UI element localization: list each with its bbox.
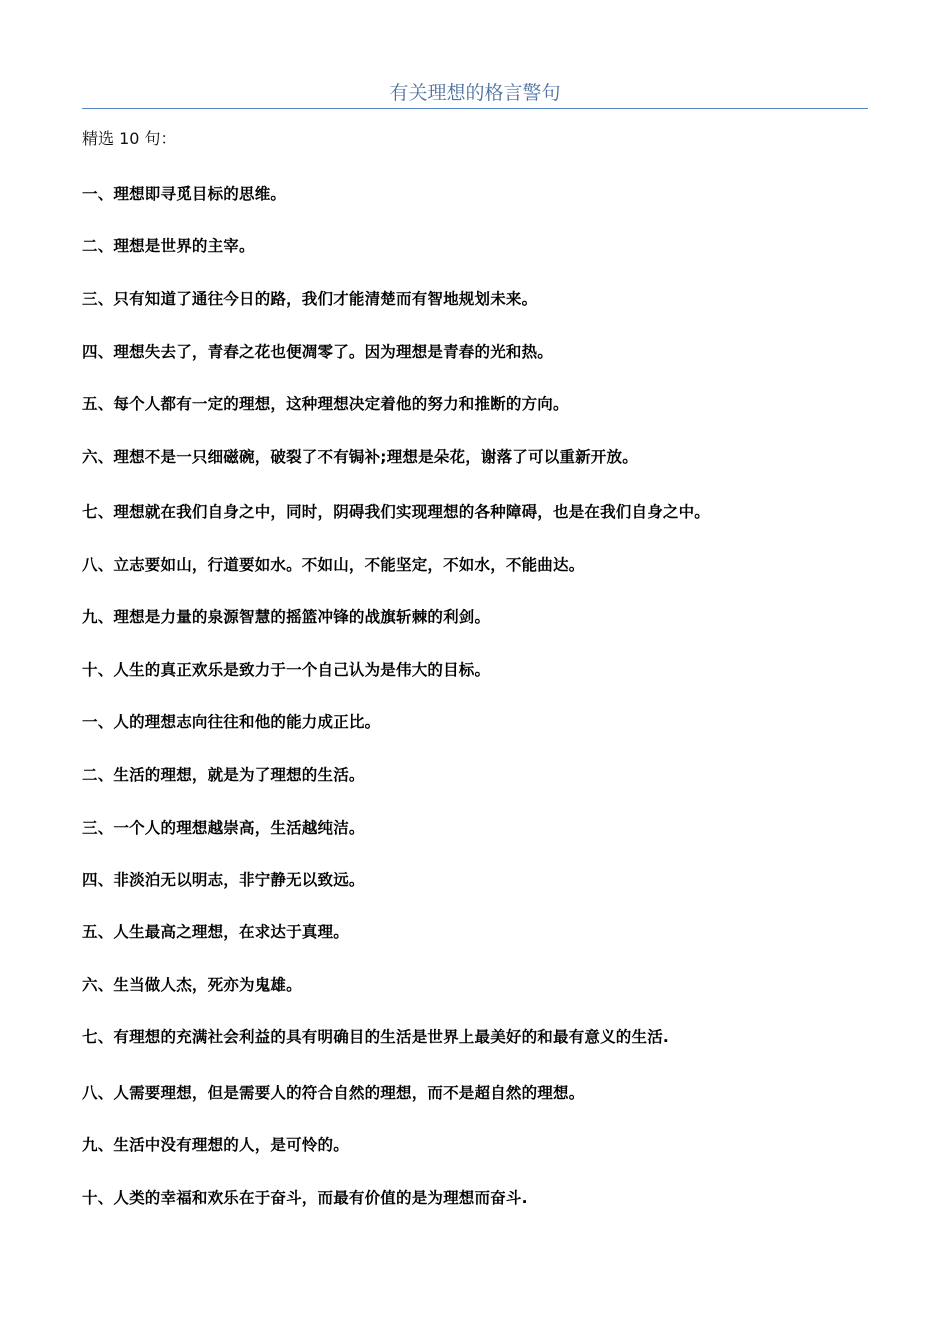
quote-line: 八、立志要如山，行道要如水。不如山，不能坚定，不如水，不能曲达。 [82, 556, 585, 574]
document-title: 有关理想的格言警句 [389, 82, 561, 104]
quote-line: 九、生活中没有理想的人，是可怜的。 [82, 1136, 349, 1154]
quote-line: 五、每个人都有一定的理想，这种理想决定着他的努力和推断的方向。 [82, 395, 569, 413]
quote-line: 八、人需要理想，但是需要人的符合自然的理想，而不是超自然的理想。 [82, 1084, 585, 1102]
quote-line: 二、理想是世界的主宰。 [82, 237, 255, 255]
quote-line: 十、人类的幸福和欢乐在于奋斗，而最有价值的是为理想而奋斗. [82, 1189, 528, 1207]
quote-line: 六、理想不是一只细磁碗，破裂了不有锔补;理想是朵花，谢落了可以重新开放。 [82, 448, 638, 466]
quote-line: 七、有理想的充满社会利益的具有明确目的生活是世界上最美好的和最有意义的生活. [82, 1028, 669, 1046]
quote-line: 十、人生的真正欢乐是致力于一个自己认为是伟大的目标。 [82, 661, 491, 679]
title-underline [82, 108, 868, 109]
quote-line: 九、理想是力量的泉源智慧的摇篮冲锋的战旗斩棘的利剑。 [82, 608, 491, 626]
subtitle: 精选 10 句： [82, 129, 177, 148]
quote-line: 四、非淡泊无以明志，非宁静无以致远。 [82, 871, 365, 889]
quote-line: 一、理想即寻觅目标的思维。 [82, 185, 287, 203]
quote-line: 二、生活的理想，就是为了理想的生活。 [82, 766, 365, 784]
quote-line: 四、理想失去了，青春之花也便凋零了。因为理想是青春的光和热。 [82, 343, 554, 361]
quote-line: 五、人生最高之理想，在求达于真理。 [82, 923, 349, 941]
quote-line: 一、人的理想志向往往和他的能力成正比。 [82, 713, 381, 731]
quote-line: 六、生当做人杰，死亦为鬼雄。 [82, 976, 302, 994]
quote-line: 三、一个人的理想越崇高，生活越纯洁。 [82, 819, 365, 837]
quote-line: 三、只有知道了通往今日的路，我们才能清楚而有智地规划未来。 [82, 290, 538, 308]
quote-line: 七、理想就在我们自身之中，同时，阴碍我们实现理想的各种障碍，也是在我们自身之中。 [82, 503, 711, 521]
